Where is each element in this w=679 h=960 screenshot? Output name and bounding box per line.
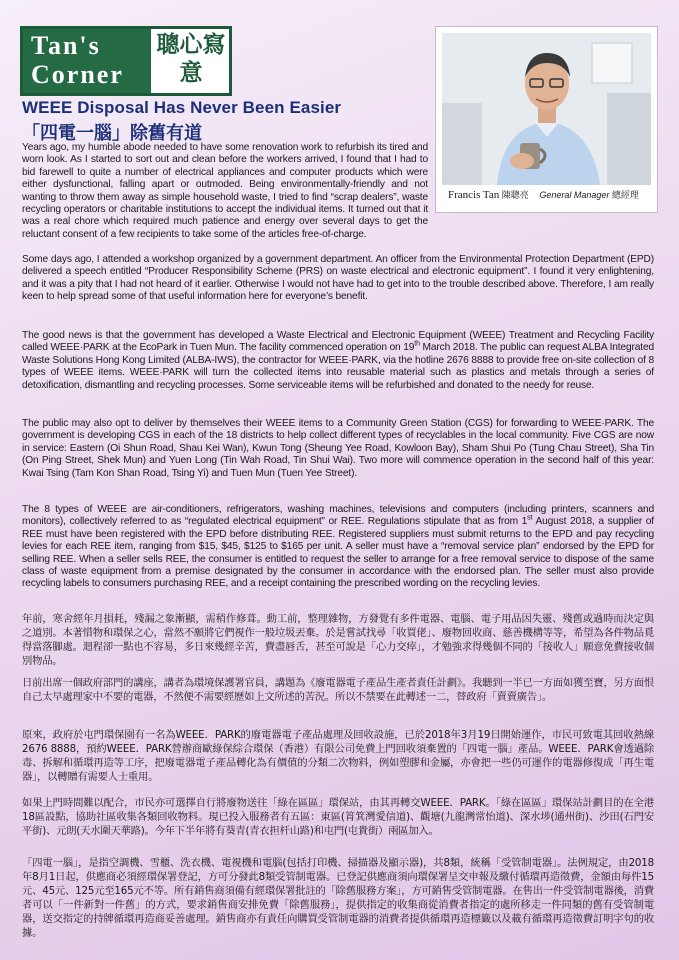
logo-chinese-mark: 聰心寫意 xyxy=(156,31,226,86)
paragraph-en-3: The good news is that the government has developed a Waste Electrical and Electronic Equipment (WEEE) Treatment and Recycling Facility called WEEE·PARK at the EcoPark in Tuen Mun. The facility commenced operation on 19th March 2018. The public can request ALBA Integrated Waste Solutions Hong Kong Limited (ALBA-IWS), the contractor for WEEE·PARK, via the hotline 2676 8888 to provide free on-site collection of 8 types of WEEE items. WEEE·PARK will turn the collected items into reusable material such as plastics and metals through a series of detoxification, dismantling and recycling processes. Some serviceable items will be refurbished and donated to the needy for reuse. xyxy=(22,330,654,391)
logo-line-1: Tan's xyxy=(31,31,101,60)
paragraph-zh-1: 年前，寒舍經年月損耗，殘漏之象漸顯，需稍作修葺。動工前，整理雜物，方發覺有多件電器、電腦、電子用品因失靈、殘舊或過時而決定與之道別。本著惜物和環保之心，當然不願將它們視作一般垃圾丟棄。於是嘗試找尋「收買佬」、廢物回收商、慈善機構等等，希望為各件物品覓得當落腳處。迴程卻一點也不容易，多日來幾經辛苦，費盡唇舌，甚至可說是「心力交瘁」，才勉強求得幾個不同的「接收人」願意免費接收個別物品。 xyxy=(22,613,654,667)
author-photo xyxy=(442,33,651,185)
paragraph-zh-2: 日前出席一個政府部門的講座，講者為環境保護署官員，講題為《廢電器電子產品生產者責任計劃》。我聽到一半已一方面如獲至寶，另方面恨自己太早處理家中不要的電器，不然便不需要經歷如上文所述的苦況。所以不禁要在此轉述一二，替政府「賣賣廣告」。 xyxy=(22,677,654,703)
paragraph-zh-5: 「四電一腦」，是指空調機、雪櫃、洗衣機、電視機和電腦(包括打印機、掃描器及顯示器)，共8類，統稱「受管制電器」。法例規定，由2018年8月1日起，供應商必須經環保署登記，方可分發此8類受管制電器。已登記供應商須向環保署呈交申報及繳付循環再造徵費，金額由每件15元、45元、125元至165元不等。所有銷售商須備有經環保署批註的「除舊服務方案」，方可銷售受管制電器。在售出一件受管制電器後，消費者可以「一件新對一件舊」的方式，要求銷售商安排免費「除舊服務」，提供指定的收集商從消費者指定的處所移走一件同類的舊有受管制電器，送交指定的持牌循環再造商妥善處理。銷售商亦有責任向購買受管制電器的消費者提供循環再造標籤以及載有循環再造徵費訂明字句的收據。 xyxy=(22,857,654,939)
paragraph-en-5: The 8 types of WEEE are air-conditioners, refrigerators, washing machines, televisions and computers (including printers, scanners and monitors), collectively referred to as “regulated electrical equipment” or REE. Regulations stipulate that as from 1st August 2018, a supplier of REE must have been registered with the EPD before distributing REE. Registered suppliers must submit returns to the EPD and pay recycling levies for each REE item, ranging from $15, $45, $125 to $165 per unit. A seller must have a “removal service plan” endorsed by the EPD for selling REE. When a seller sells REE, the consumer is entitled to request the seller to arrange for a free removal service to dispose of the same class of waste equipment from a premise designated by the consumer in accordance with the endorsed plan. The seller must also provide recycling labels to consumers purchasing REE, and a receipt containing the prescribed wording on the recycling levies. xyxy=(22,504,654,590)
paragraph-en-1: Years ago, my humble abode needed to have some renovation work to refurbish its tired and worn look. As I started to sort out and clean before the workers arrived, I found that I had to bid farewell to quite a number of electrical appliances and computer products which were either dysfunctional, falling apart or outmoded. Being environmentally-friendly and not wanting to throw them away as simple household waste, I tried to find “scrap dealers”, waste recycling operators or charitable institutions to accept the individual items. It turned out that it was a real chore which required much patience and energy over several days to get the reluctant consent of a few recipients to take some of the articles free-of-charge. xyxy=(22,142,428,240)
portrait-illustration xyxy=(442,33,651,185)
logo-wordmark xyxy=(23,29,151,93)
author-name-zh: 陳聰亮 xyxy=(501,190,529,200)
author-caption xyxy=(448,188,648,201)
tans-corner-logo xyxy=(20,26,232,96)
paragraph-en-4: The public may also opt to deliver by themselves their WEEE items to a Community Green Station (CGS) for forwarding to WEEE·PARK. The government is developing CGS in each of the 18 districts to help collect different types of recyclables in the local community. Five CGS are now in service: Eastern (Oi Shun Road, Shau Kei Wan), Kwun Tong (Sheung Yee Road, Kowloon Bay), Sham Shui Po (Tung Chau Street), Sha Tin (On Ping Street, Shek Mun) and Yuen Long (Tin Wah Road, Tin Shui Wai). Two more will commence operation in the second half of this year: Kwai Tsing (Tam Kon Shan Road, Tsing Yi) and Tuen Mun (Tuen Yee Street). xyxy=(22,418,654,479)
author-title: General Manager xyxy=(539,190,610,200)
author-name: Francis Tan xyxy=(448,189,500,201)
paragraph-zh-3: 原來，政府於屯門環保園有一名為WEEE．PARK的廢電器電子產品處理及回收設施，已於2018年3月19日開始運作，市民可致電其回收熱線2676 8888，預約WEEE．PARK營辦商歐綠保綜合環保（香港）有限公司免費上門回收須棄置的「四電一腦」產品。WEEE．PARK會透過除毒、拆解和循環再造等工序，把廢電器電子產品轉化為有價值的分類二次物料，例如塑膠和金屬，亦會把一些仍可運作的電器修復成「再生電器」，以轉贈有需要人士重用。 xyxy=(22,729,654,783)
paragraph-en-2: Some days ago, I attended a workshop organized by a government department. An officer from the Environmental Protection Department (EPD) delivered a speech entitled “Producer Responsibility Scheme (PRS) on waste electrical and electronic equipment”. I found it very enlightening, and it was a pity that I had not heard of it earlier. Otherwise I would not have had to get into to the trouble described above. Therefore, I am really keen to help spread some of that useful information here for everyone’s benefit. xyxy=(22,254,654,303)
article-title: WEEE Disposal Has Never Been Easier xyxy=(22,98,342,117)
author-photo-frame xyxy=(436,27,657,212)
paragraph-zh-4: 如果上門時間難以配合，市民亦可選擇自行將廢物送往「綠在區區」環保站，由其再轉交WEEE．PARK。「綠在區區」環保站計劃目的在全港18區設點，協助社區收集各類回收物料。現已投入服務者有五區：東區(筲箕灣愛信道)、觀塘(九龍灣常怡道)、深水埗(通州街)、沙田(石門安平街)、元朗(天水圍天華路)。今年下半年將有葵青(青衣担杆山路)和屯門(屯貴街）兩區加入。 xyxy=(22,797,654,837)
author-title-zh: 總經理 xyxy=(611,190,639,200)
logo-line-2: Corner xyxy=(31,60,124,89)
article-title-zh: 「四電一腦」除舊有道 xyxy=(22,123,202,144)
